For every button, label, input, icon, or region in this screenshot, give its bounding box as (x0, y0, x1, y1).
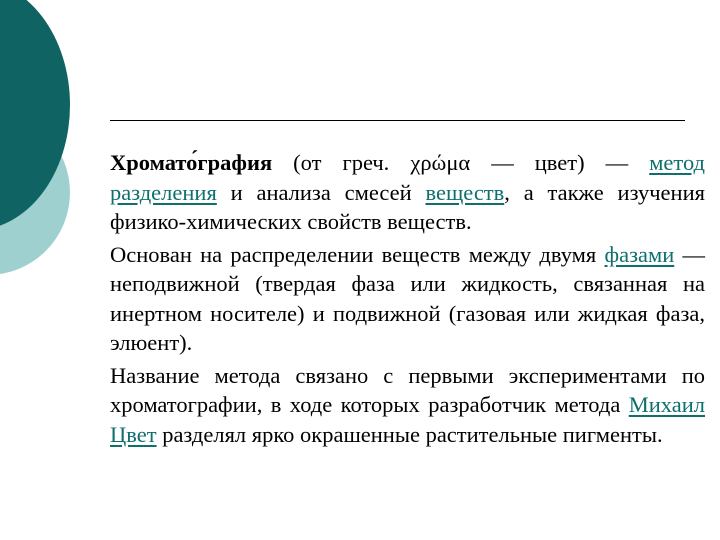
paragraph-history (110, 361, 705, 450)
horizontal-rule (110, 120, 685, 121)
paragraph-principle (110, 240, 705, 358)
link-separation[interactable]: разделения (110, 179, 217, 205)
link-substances[interactable]: веществ (425, 179, 505, 205)
etymology-text: (от греч. χρώμα — цвет) — (272, 150, 650, 175)
slide-body (110, 148, 705, 449)
link-mikhail[interactable]: Михаил (628, 392, 705, 417)
principle-text-end: — неподвижной (твердая фаза или жидкость, связанная на инертном носителе) и подвижной (газовая или жидкая фаза, элюент). (110, 241, 706, 355)
decorative-circles (0, 0, 120, 300)
link-method[interactable]: метод (649, 150, 705, 175)
link-tsvet[interactable]: Цвет (110, 421, 157, 447)
link-phases[interactable]: фазами (604, 241, 675, 267)
term-chromatography: Хромато́графия (110, 150, 273, 175)
principle-text-start: Основан на распределении веществ между двумя (110, 241, 605, 267)
paragraph-definition (110, 148, 705, 237)
history-text-start: Название метода связано с первыми экспериментами по хроматографии, в ходе которых разработчик метода (110, 362, 705, 417)
definition-mid-text: и анализа смесей (216, 179, 426, 205)
history-text-end: разделял ярко окрашенные растительные пигменты. (156, 421, 663, 447)
definition-tail-text: , а также изучения физико-химических свойств веществ. (110, 179, 705, 234)
